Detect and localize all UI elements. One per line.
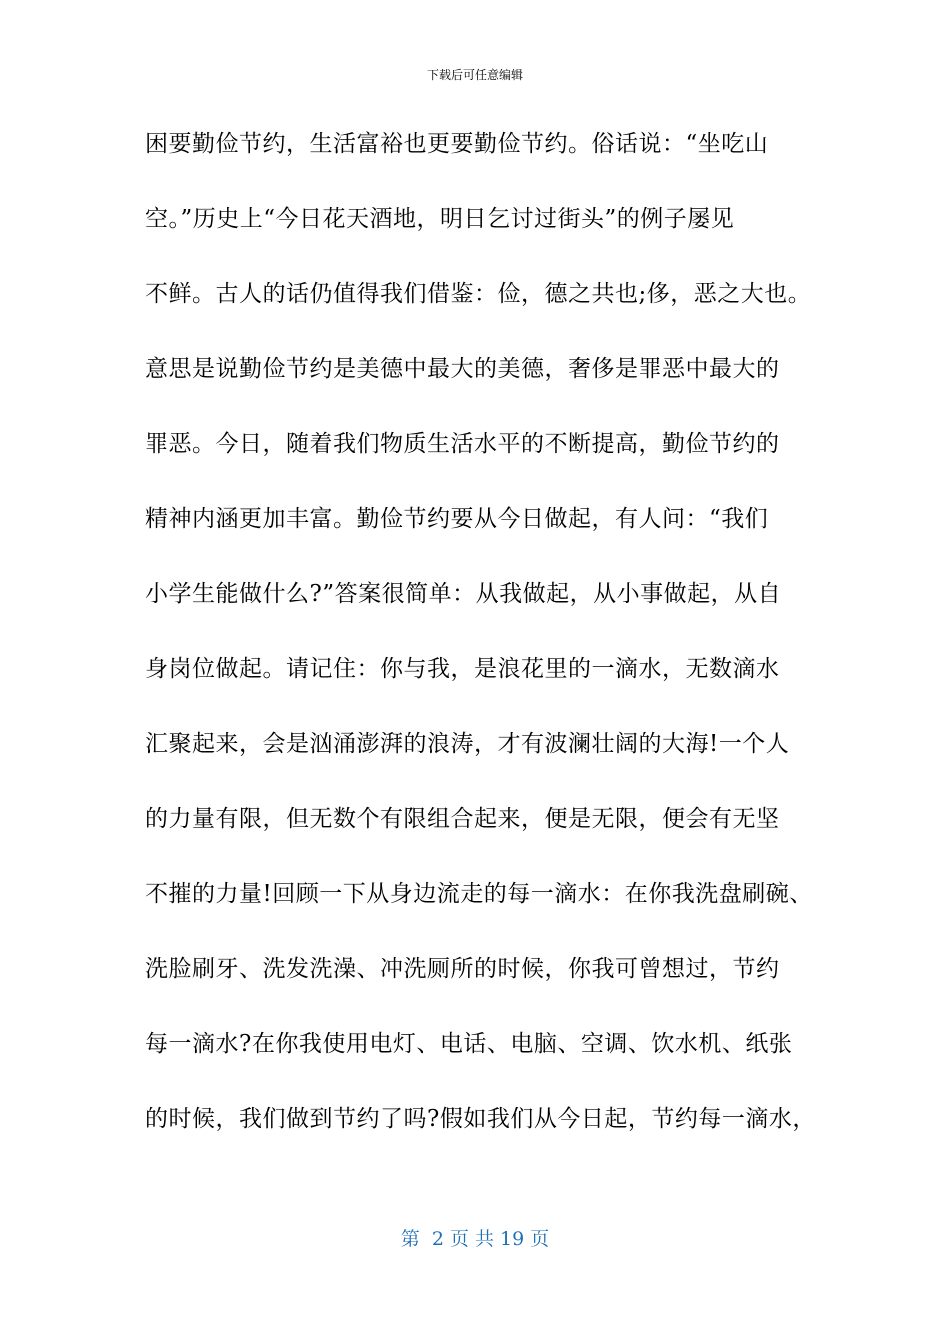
text-line: 每一滴水?在你我使用电灯、电话、电脑、空调、饮水机、纸张 xyxy=(145,1031,793,1057)
text-line: 小学生能做什么?”答案很简单：从我做起，从小事做起，从自 xyxy=(145,581,782,607)
text-line: 身岗位做起。请记住：你与我，是浪花里的一滴水，无数滴水 xyxy=(145,656,780,682)
text-line: 不摧的力量!回顾一下从身边流走的每一滴水：在你我洗盘刷碗、 xyxy=(145,881,813,907)
text-line: 意思是说勤俭节约是美德中最大的美德，奢侈是罪恶中最大的 xyxy=(145,356,780,382)
header-note: 下载后可任意编辑 xyxy=(426,68,523,82)
text-line: 精神内涵更加丰富。勤俭节约要从今日做起，有人问：“我们 xyxy=(145,506,769,532)
body-text xyxy=(145,118,825,1168)
text-line: 不鲜。古人的话仍值得我们借鉴：俭，德之共也;侈，恶之大也。 xyxy=(145,281,812,307)
text-line: 罪恶。今日，随着我们物质生活水平的不断提高，勤俭节约的 xyxy=(145,431,780,457)
text-line: 汇聚起来，会是汹涌澎湃的浪涛，才有波澜壮阔的大海!一个人 xyxy=(145,731,790,757)
text-line: 的力量有限，但无数个有限组合起来，便是无限，便会有无坚 xyxy=(145,806,780,832)
text-line: 洗脸刷牙、洗发洗澡、冲洗厕所的时候，你我可曾想过，节约 xyxy=(145,956,780,982)
page-number-footer: 第 2 页 共 19 页 xyxy=(400,1228,550,1250)
text-line: 空。”历史上“今日花天酒地，明日乞讨过街头”的例子屡见 xyxy=(145,206,735,232)
text-line: 困要勤俭节约，生活富裕也更要勤俭节约。俗话说：“坐吃山 xyxy=(145,131,769,157)
text-line: 的时候，我们做到节约了吗?假如我们从今日起，节约每一滴水， xyxy=(145,1106,816,1132)
